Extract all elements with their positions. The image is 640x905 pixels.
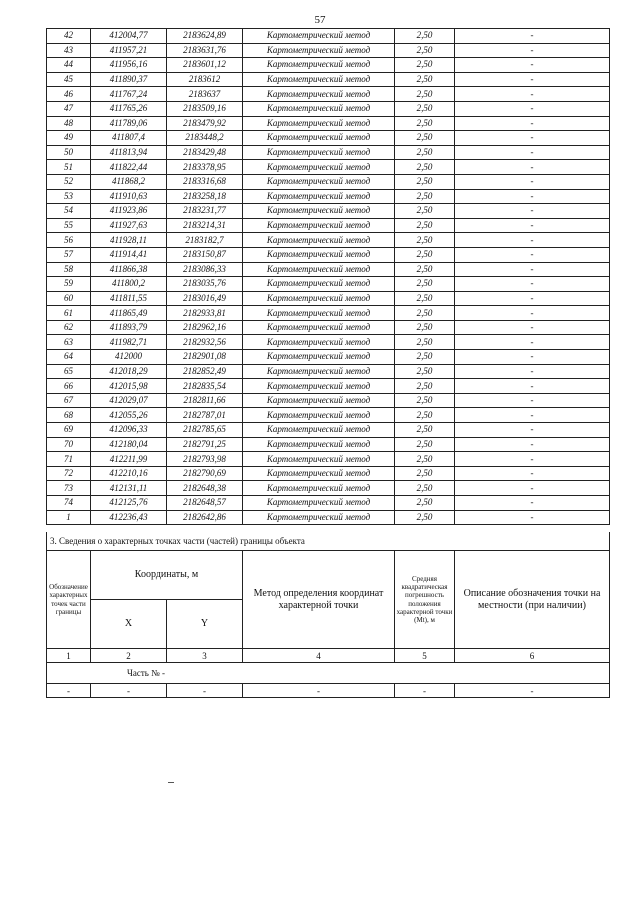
accuracy-cell: 2,50 xyxy=(395,160,455,175)
method-cell: Картометрический метод xyxy=(243,233,395,248)
x-coordinate-cell: 411789,06 xyxy=(91,116,167,131)
table-row xyxy=(47,496,610,511)
point-number-cell: 61 xyxy=(47,306,91,321)
point-number-cell: 70 xyxy=(47,437,91,452)
accuracy-cell: 2,50 xyxy=(395,466,455,481)
empty-cell: - xyxy=(455,684,610,698)
x-coordinate-cell: 412018,29 xyxy=(91,364,167,379)
method-cell: Картометрический метод xyxy=(243,408,395,423)
y-coordinate-cell: 2183182,7 xyxy=(167,233,243,248)
method-cell: Картометрический метод xyxy=(243,320,395,335)
description-cell: - xyxy=(455,29,610,44)
point-number-cell: 56 xyxy=(47,233,91,248)
accuracy-cell: 2,50 xyxy=(395,174,455,189)
x-coordinate-cell: 411865,49 xyxy=(91,306,167,321)
method-cell: Картометрический метод xyxy=(243,510,395,525)
point-number-cell: 46 xyxy=(47,87,91,102)
accuracy-cell: 2,50 xyxy=(395,437,455,452)
accuracy-cell: 2,50 xyxy=(395,481,455,496)
accuracy-cell: 2,50 xyxy=(395,218,455,233)
x-coordinate-cell: 411866,38 xyxy=(91,262,167,277)
accuracy-cell: 2,50 xyxy=(395,58,455,73)
x-coordinate-cell: 411982,71 xyxy=(91,335,167,350)
method-cell: Картометрический метод xyxy=(243,145,395,160)
y-coordinate-cell: 2183378,95 xyxy=(167,160,243,175)
description-cell: - xyxy=(455,496,610,511)
y-coordinate-cell: 2183016,49 xyxy=(167,291,243,306)
point-number-cell: 53 xyxy=(47,189,91,204)
point-number-cell: 49 xyxy=(47,131,91,146)
x-coordinate-cell: 411868,2 xyxy=(91,174,167,189)
point-number-cell: 67 xyxy=(47,393,91,408)
section3-table xyxy=(46,532,610,698)
accuracy-cell: 2,50 xyxy=(395,43,455,58)
empty-cell: - xyxy=(91,684,167,698)
method-cell: Картометрический метод xyxy=(243,204,395,219)
description-cell: - xyxy=(455,262,610,277)
x-coordinate-cell: 411914,41 xyxy=(91,247,167,262)
y-coordinate-cell: 2182933,81 xyxy=(167,306,243,321)
table-row xyxy=(47,379,610,394)
description-cell: - xyxy=(455,145,610,160)
x-coordinate-cell: 411893,79 xyxy=(91,320,167,335)
part-label: Часть № - xyxy=(47,663,610,684)
method-cell: Картометрический метод xyxy=(243,379,395,394)
x-coordinate-cell: 412029,07 xyxy=(91,393,167,408)
point-number-cell: 65 xyxy=(47,364,91,379)
header-coordinates: Координаты, м xyxy=(91,551,243,600)
method-cell: Картометрический метод xyxy=(243,101,395,116)
method-cell: Картометрический метод xyxy=(243,131,395,146)
method-cell: Картометрический метод xyxy=(243,423,395,438)
table-row xyxy=(47,87,610,102)
accuracy-cell: 2,50 xyxy=(395,335,455,350)
description-cell: - xyxy=(455,247,610,262)
header-x: X xyxy=(91,600,167,649)
description-cell: - xyxy=(455,364,610,379)
table-row xyxy=(47,58,610,73)
header-y: Y xyxy=(167,600,243,649)
description-cell: - xyxy=(455,233,610,248)
table-row xyxy=(47,131,610,146)
method-cell: Картометрический метод xyxy=(243,29,395,44)
description-cell: - xyxy=(455,58,610,73)
accuracy-cell: 2,50 xyxy=(395,364,455,379)
table-row xyxy=(47,145,610,160)
page-number: 57 xyxy=(314,14,326,26)
description-cell: - xyxy=(455,72,610,87)
x-coordinate-cell: 412180,04 xyxy=(91,437,167,452)
point-number-cell: 72 xyxy=(47,466,91,481)
column-number: 5 xyxy=(395,649,455,663)
table-row xyxy=(47,320,610,335)
x-coordinate-cell: 412096,33 xyxy=(91,423,167,438)
table-row xyxy=(47,277,610,292)
accuracy-cell: 2,50 xyxy=(395,131,455,146)
x-coordinate-cell: 412210,16 xyxy=(91,466,167,481)
description-cell: - xyxy=(455,350,610,365)
accuracy-cell: 2,50 xyxy=(395,189,455,204)
point-number-cell: 71 xyxy=(47,452,91,467)
column-number: 3 xyxy=(167,649,243,663)
point-number-cell: 64 xyxy=(47,350,91,365)
method-cell: Картометрический метод xyxy=(243,335,395,350)
point-number-cell: 63 xyxy=(47,335,91,350)
point-number-cell: 42 xyxy=(47,29,91,44)
x-coordinate-cell: 411923,86 xyxy=(91,204,167,219)
accuracy-cell: 2,50 xyxy=(395,87,455,102)
table-row xyxy=(47,174,610,189)
y-coordinate-cell: 2183214,31 xyxy=(167,218,243,233)
x-coordinate-cell: 412236,43 xyxy=(91,510,167,525)
y-coordinate-cell: 2182811,66 xyxy=(167,393,243,408)
empty-cell: - xyxy=(395,684,455,698)
x-coordinate-cell: 412055,26 xyxy=(91,408,167,423)
x-coordinate-cell: 411890,37 xyxy=(91,72,167,87)
table-row xyxy=(47,466,610,481)
point-number-cell: 69 xyxy=(47,423,91,438)
point-number-cell: 66 xyxy=(47,379,91,394)
method-cell: Картометрический метод xyxy=(243,466,395,481)
method-cell: Картометрический метод xyxy=(243,43,395,58)
table-row xyxy=(47,423,610,438)
accuracy-cell: 2,50 xyxy=(395,393,455,408)
y-coordinate-cell: 2183258,18 xyxy=(167,189,243,204)
table-row xyxy=(47,437,610,452)
point-number-cell: 44 xyxy=(47,58,91,73)
table-row xyxy=(47,247,610,262)
method-cell: Картометрический метод xyxy=(243,496,395,511)
accuracy-cell: 2,50 xyxy=(395,496,455,511)
column-number: 4 xyxy=(243,649,395,663)
table-row xyxy=(47,72,610,87)
method-cell: Картометрический метод xyxy=(243,350,395,365)
y-coordinate-cell: 2183509,16 xyxy=(167,101,243,116)
description-cell: - xyxy=(455,131,610,146)
table-row xyxy=(47,306,610,321)
table-row xyxy=(47,452,610,467)
method-cell: Картометрический метод xyxy=(243,393,395,408)
y-coordinate-cell: 2182787,01 xyxy=(167,408,243,423)
y-coordinate-cell: 2182852,49 xyxy=(167,364,243,379)
x-coordinate-cell: 412015,98 xyxy=(91,379,167,394)
description-cell: - xyxy=(455,218,610,233)
y-coordinate-cell: 2183637 xyxy=(167,87,243,102)
description-cell: - xyxy=(455,174,610,189)
point-number-cell: 1 xyxy=(47,510,91,525)
y-coordinate-cell: 2183631,76 xyxy=(167,43,243,58)
method-cell: Картометрический метод xyxy=(243,481,395,496)
description-cell: - xyxy=(455,306,610,321)
accuracy-cell: 2,50 xyxy=(395,320,455,335)
table-row xyxy=(47,101,610,116)
accuracy-cell: 2,50 xyxy=(395,204,455,219)
description-cell: - xyxy=(455,160,610,175)
accuracy-cell: 2,50 xyxy=(395,291,455,306)
method-cell: Картометрический метод xyxy=(243,58,395,73)
method-cell: Картометрический метод xyxy=(243,116,395,131)
method-cell: Картометрический метод xyxy=(243,247,395,262)
point-number-cell: 74 xyxy=(47,496,91,511)
description-cell: - xyxy=(455,291,610,306)
accuracy-cell: 2,50 xyxy=(395,408,455,423)
x-coordinate-cell: 412125,76 xyxy=(91,496,167,511)
description-cell: - xyxy=(455,87,610,102)
empty-cell: - xyxy=(167,684,243,698)
y-coordinate-cell: 2183429,48 xyxy=(167,145,243,160)
x-coordinate-cell: 412000 xyxy=(91,350,167,365)
y-coordinate-cell: 2183612 xyxy=(167,72,243,87)
section3-title: 3. Сведения о характерных точках части (частей) границы объекта xyxy=(47,532,610,551)
accuracy-cell: 2,50 xyxy=(395,379,455,394)
description-cell: - xyxy=(455,204,610,219)
table-row xyxy=(47,116,610,131)
description-cell: - xyxy=(455,466,610,481)
table-row xyxy=(47,218,610,233)
x-coordinate-cell: 411800,2 xyxy=(91,277,167,292)
table-row xyxy=(47,393,610,408)
column-number: 2 xyxy=(91,649,167,663)
description-cell: - xyxy=(455,437,610,452)
table-row xyxy=(47,364,610,379)
method-cell: Картометрический метод xyxy=(243,306,395,321)
method-cell: Картометрический метод xyxy=(243,87,395,102)
point-number-cell: 47 xyxy=(47,101,91,116)
x-coordinate-cell: 411928,11 xyxy=(91,233,167,248)
y-coordinate-cell: 2182648,57 xyxy=(167,496,243,511)
y-coordinate-cell: 2182901,08 xyxy=(167,350,243,365)
y-coordinate-cell: 2183231,77 xyxy=(167,204,243,219)
method-cell: Картометрический метод xyxy=(243,218,395,233)
table-row xyxy=(47,408,610,423)
y-coordinate-cell: 2182648,38 xyxy=(167,481,243,496)
point-number-cell: 60 xyxy=(47,291,91,306)
y-coordinate-cell: 2182785,65 xyxy=(167,423,243,438)
method-cell: Картометрический метод xyxy=(243,437,395,452)
description-cell: - xyxy=(455,481,610,496)
x-coordinate-cell: 411813,94 xyxy=(91,145,167,160)
description-cell: - xyxy=(455,277,610,292)
point-number-cell: 52 xyxy=(47,174,91,189)
x-coordinate-cell: 411957,21 xyxy=(91,43,167,58)
description-cell: - xyxy=(455,189,610,204)
y-coordinate-cell: 2182791,25 xyxy=(167,437,243,452)
y-coordinate-cell: 2182642,86 xyxy=(167,510,243,525)
description-cell: - xyxy=(455,452,610,467)
y-coordinate-cell: 2182793,98 xyxy=(167,452,243,467)
method-cell: Картометрический метод xyxy=(243,291,395,306)
point-number-cell: 45 xyxy=(47,72,91,87)
point-number-cell: 43 xyxy=(47,43,91,58)
y-coordinate-cell: 2183448,2 xyxy=(167,131,243,146)
table-row xyxy=(47,189,610,204)
x-coordinate-cell: 412131,11 xyxy=(91,481,167,496)
x-coordinate-cell: 412211,99 xyxy=(91,452,167,467)
table-row xyxy=(47,204,610,219)
point-number-cell: 59 xyxy=(47,277,91,292)
y-coordinate-cell: 2182835,54 xyxy=(167,379,243,394)
accuracy-cell: 2,50 xyxy=(395,423,455,438)
method-cell: Картометрический метод xyxy=(243,174,395,189)
accuracy-cell: 2,50 xyxy=(395,29,455,44)
y-coordinate-cell: 2183479,92 xyxy=(167,116,243,131)
y-coordinate-cell: 2183086,33 xyxy=(167,262,243,277)
point-number-cell: 54 xyxy=(47,204,91,219)
point-number-cell: 48 xyxy=(47,116,91,131)
accuracy-cell: 2,50 xyxy=(395,452,455,467)
table-row xyxy=(47,29,610,44)
table-row xyxy=(47,262,610,277)
y-coordinate-cell: 2182932,56 xyxy=(167,335,243,350)
point-number-cell: 50 xyxy=(47,145,91,160)
table-row xyxy=(47,335,610,350)
table-row xyxy=(47,350,610,365)
accuracy-cell: 2,50 xyxy=(395,145,455,160)
description-cell: - xyxy=(455,423,610,438)
method-cell: Картометрический метод xyxy=(243,189,395,204)
x-coordinate-cell: 411927,63 xyxy=(91,218,167,233)
point-number-cell: 62 xyxy=(47,320,91,335)
header-designation: Обозначение характерных точек части границы xyxy=(47,551,91,649)
accuracy-cell: 2,50 xyxy=(395,233,455,248)
description-cell: - xyxy=(455,335,610,350)
method-cell: Картометрический метод xyxy=(243,364,395,379)
x-coordinate-cell: 411765,26 xyxy=(91,101,167,116)
accuracy-cell: 2,50 xyxy=(395,306,455,321)
table-row xyxy=(47,291,610,306)
empty-cell: - xyxy=(243,684,395,698)
description-cell: - xyxy=(455,116,610,131)
method-cell: Картометрический метод xyxy=(243,72,395,87)
point-number-cell: 68 xyxy=(47,408,91,423)
accuracy-cell: 2,50 xyxy=(395,350,455,365)
method-cell: Картометрический метод xyxy=(243,452,395,467)
description-cell: - xyxy=(455,43,610,58)
description-cell: - xyxy=(455,393,610,408)
y-coordinate-cell: 2182962,16 xyxy=(167,320,243,335)
method-cell: Картометрический метод xyxy=(243,160,395,175)
header-accuracy: Средняя квадратическая погрешность положения характерной точки (Mt), м xyxy=(395,551,455,649)
description-cell: - xyxy=(455,101,610,116)
y-coordinate-cell: 2183624,89 xyxy=(167,29,243,44)
accuracy-cell: 2,50 xyxy=(395,72,455,87)
point-number-cell: 57 xyxy=(47,247,91,262)
stray-mark xyxy=(168,782,174,783)
point-number-cell: 51 xyxy=(47,160,91,175)
y-coordinate-cell: 2183035,76 xyxy=(167,277,243,292)
y-coordinate-cell: 2183316,68 xyxy=(167,174,243,189)
table-row xyxy=(47,233,610,248)
y-coordinate-cell: 2183601,12 xyxy=(167,58,243,73)
accuracy-cell: 2,50 xyxy=(395,510,455,525)
method-cell: Картометрический метод xyxy=(243,277,395,292)
description-cell: - xyxy=(455,408,610,423)
accuracy-cell: 2,50 xyxy=(395,101,455,116)
header-description: Описание обозначения точки на местности (при наличии) xyxy=(455,551,610,649)
point-number-cell: 55 xyxy=(47,218,91,233)
y-coordinate-cell: 2182790,69 xyxy=(167,466,243,481)
y-coordinate-cell: 2183150,87 xyxy=(167,247,243,262)
header-method: Метод определения координат характерной точки xyxy=(243,551,395,649)
table-row xyxy=(47,160,610,175)
description-cell: - xyxy=(455,320,610,335)
point-number-cell: 58 xyxy=(47,262,91,277)
table-row xyxy=(47,510,610,525)
point-number-cell: 73 xyxy=(47,481,91,496)
description-cell: - xyxy=(455,510,610,525)
x-coordinate-cell: 412004,77 xyxy=(91,29,167,44)
accuracy-cell: 2,50 xyxy=(395,116,455,131)
accuracy-cell: 2,50 xyxy=(395,247,455,262)
table-row xyxy=(47,43,610,58)
column-number: 6 xyxy=(455,649,610,663)
x-coordinate-cell: 411910,63 xyxy=(91,189,167,204)
empty-cell: - xyxy=(47,684,91,698)
coordinates-table xyxy=(46,28,610,525)
x-coordinate-cell: 411956,16 xyxy=(91,58,167,73)
description-cell: - xyxy=(455,379,610,394)
table-row xyxy=(47,481,610,496)
method-cell: Картометрический метод xyxy=(243,262,395,277)
accuracy-cell: 2,50 xyxy=(395,277,455,292)
x-coordinate-cell: 411807,4 xyxy=(91,131,167,146)
x-coordinate-cell: 411822,44 xyxy=(91,160,167,175)
accuracy-cell: 2,50 xyxy=(395,262,455,277)
x-coordinate-cell: 411767,24 xyxy=(91,87,167,102)
x-coordinate-cell: 411811,55 xyxy=(91,291,167,306)
column-number: 1 xyxy=(47,649,91,663)
